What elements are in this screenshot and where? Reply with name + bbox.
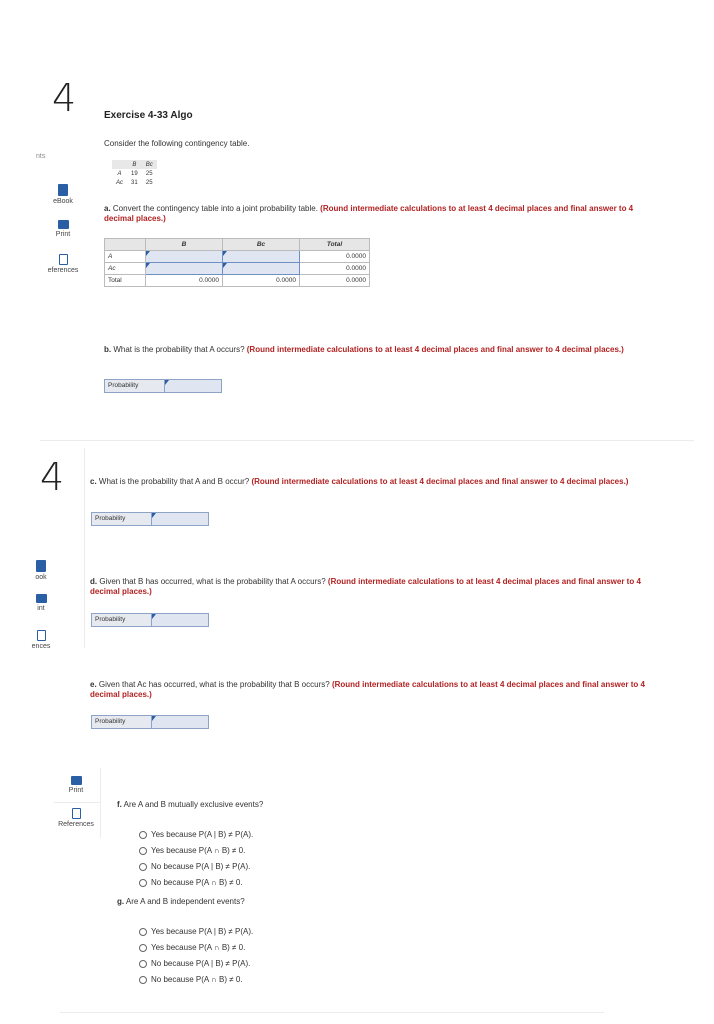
sidebar-print-label: Print — [55, 231, 71, 238]
ct-cell: 25 — [145, 179, 153, 186]
part-f-text: Are A and B mutually exclusive events? — [123, 800, 264, 809]
sidebar-item-divider — [54, 802, 100, 803]
sidebar-divider — [100, 768, 101, 838]
jp-input-a-bc[interactable] — [223, 251, 300, 263]
part-letter: d. — [90, 577, 98, 586]
radio-option-f2[interactable] — [139, 846, 245, 855]
ct-cell: 25 — [145, 170, 153, 177]
references-icon — [59, 254, 68, 265]
part-letter: e. — [90, 680, 97, 689]
ct-header-bc: Bc — [142, 160, 157, 169]
radio-label: Yes because P(A | B) ≠ P(A). — [151, 927, 254, 936]
ebook-icon — [58, 184, 68, 196]
sidebar-print[interactable] — [40, 220, 86, 238]
radio-option-g2[interactable] — [139, 943, 245, 952]
rounding-note: (Round intermediate calculations to at least 4 decimal places and final answer to 4 decimal places.) — [246, 345, 624, 354]
radio-label: No because P(A | B) ≠ P(A). — [151, 862, 251, 871]
radio-circle-icon — [139, 847, 147, 855]
ct-cell: 19 — [131, 170, 138, 177]
joint-probability-table — [104, 238, 370, 287]
sidebar-ebook[interactable] — [40, 184, 86, 205]
print-icon — [36, 594, 47, 603]
probability-input-e[interactable] — [152, 716, 208, 728]
part-c-question — [90, 477, 650, 487]
part-g-text: Are A and B independent events? — [125, 897, 245, 906]
question-number: 4 — [40, 455, 65, 499]
jp-header-b: B — [146, 239, 223, 251]
part-d-text: Given that B has occurred, what is the probability that A occurs? — [99, 577, 326, 586]
part-b-text: What is the probability that A occurs? — [113, 345, 245, 354]
radio-circle-icon — [139, 976, 147, 984]
radio-label: No because P(A ∩ B) ≠ 0. — [151, 975, 243, 984]
jp-header-total: Total — [300, 239, 370, 251]
jp-col-total: 0.0000 — [146, 275, 223, 287]
part-letter: a. — [104, 204, 111, 213]
jp-row-label: Ac — [105, 263, 146, 275]
sidebar-references[interactable] — [54, 808, 98, 828]
probability-input-c[interactable] — [152, 513, 208, 525]
radio-circle-icon — [139, 960, 147, 968]
radio-circle-icon — [139, 863, 147, 871]
radio-option-f1[interactable] — [139, 830, 253, 839]
jp-input-a-b[interactable] — [146, 251, 223, 263]
part-a-question — [104, 204, 664, 224]
probability-label: Probability — [105, 380, 165, 392]
print-icon — [71, 776, 82, 785]
sidebar-ebook-label: eBook — [53, 198, 73, 205]
jp-input-ac-b[interactable] — [146, 263, 223, 275]
radio-circle-icon — [139, 879, 147, 887]
sidebar-references-label: eferences — [47, 267, 79, 274]
jp-header-blank — [105, 239, 146, 251]
radio-option-g3[interactable] — [139, 959, 250, 968]
sidebar-print[interactable] — [30, 594, 52, 612]
probability-field-c — [91, 512, 209, 526]
radio-label: Yes because P(A ∩ B) ≠ 0. — [151, 846, 246, 855]
probability-label: Probability — [92, 716, 152, 728]
ct-cell: 31 — [131, 179, 138, 186]
jp-row-total: 0.0000 — [300, 263, 370, 275]
radio-label: No because P(A ∩ B) ≠ 0. — [151, 878, 243, 887]
jp-row-label: A — [105, 251, 146, 263]
radio-circle-icon — [139, 928, 147, 936]
section-divider — [40, 440, 694, 441]
part-b-question — [104, 345, 664, 355]
part-e-text: Given that Ac has occurred, what is the probability that B occurs? — [98, 680, 330, 689]
part-e-question — [90, 680, 650, 700]
probability-field-d — [91, 613, 209, 627]
jp-input-ac-bc[interactable] — [223, 263, 300, 275]
part-a-text: Convert the contingency table into a joint probability table. — [112, 204, 318, 213]
jp-row-total: 0.0000 — [300, 251, 370, 263]
contingency-table — [112, 160, 157, 187]
rounding-note: (Round intermediate calculations to at least 4 decimal places and final answer to 4 decimal places.) — [104, 204, 634, 223]
part-f-question — [117, 800, 263, 810]
probability-field-b — [104, 379, 222, 393]
sidebar-divider — [84, 448, 85, 648]
bottom-divider — [60, 1012, 604, 1013]
sidebar-print-label: int — [37, 605, 45, 612]
radio-label: Yes because P(A | B) ≠ P(A). — [151, 830, 254, 839]
rounding-note: (Round intermediate calculations to at least 4 decimal places and final answer to 4 decimal places.) — [90, 577, 641, 596]
part-letter: f. — [117, 800, 122, 809]
probability-field-e — [91, 715, 209, 729]
ct-header-blank — [112, 160, 127, 169]
part-c-text: What is the probability that A and B occur? — [98, 477, 250, 486]
part-letter: c. — [90, 477, 97, 486]
sidebar-print-label: Print — [68, 787, 84, 794]
sidebar-references-label: References — [58, 821, 94, 828]
jp-header-bc: Bc — [223, 239, 300, 251]
question-number: 4 — [52, 76, 77, 120]
jp-col-total: 0.0000 — [223, 275, 300, 287]
sidebar-references[interactable] — [40, 254, 86, 274]
sidebar-references-label: ences — [31, 643, 51, 650]
sidebar-ebook[interactable] — [30, 560, 52, 581]
radio-option-g1[interactable] — [139, 927, 253, 936]
jp-row-label: Total — [105, 275, 146, 287]
part-letter: b. — [104, 345, 112, 354]
radio-circle-icon — [139, 831, 147, 839]
intro-text: Consider the following contingency table. — [104, 139, 250, 148]
ct-header-b: B — [127, 160, 142, 169]
radio-label: No because P(A | B) ≠ P(A). — [151, 959, 251, 968]
print-icon — [58, 220, 69, 229]
exercise-title: Exercise 4-33 Algo — [104, 110, 193, 121]
rounding-note: (Round intermediate calculations to at least 4 decimal places and final answer to 4 decimal places.) — [251, 477, 629, 486]
radio-option-f4[interactable] — [139, 878, 243, 887]
radio-label: Yes because P(A ∩ B) ≠ 0. — [151, 943, 246, 952]
probability-label: Probability — [92, 614, 152, 626]
radio-circle-icon — [139, 944, 147, 952]
ebook-icon — [36, 560, 46, 572]
sidebar-print[interactable] — [54, 776, 98, 794]
radio-option-f3[interactable] — [139, 862, 250, 871]
ct-row-label: Ac — [116, 179, 124, 186]
sidebar-partial-label: nts — [36, 153, 46, 160]
probability-input-d[interactable] — [152, 614, 208, 626]
sidebar-ebook-label: ook — [35, 574, 47, 581]
radio-option-g4[interactable] — [139, 975, 243, 984]
part-g-question — [117, 897, 245, 907]
part-d-question — [90, 577, 650, 597]
rounding-note: (Round intermediate calculations to at least 4 decimal places and final answer to 4 decimal places.) — [90, 680, 645, 699]
probability-input-b[interactable] — [165, 380, 221, 392]
probability-label: Probability — [92, 513, 152, 525]
jp-grand-total: 0.0000 — [300, 275, 370, 287]
part-letter: g. — [117, 897, 125, 906]
sidebar-references[interactable] — [30, 630, 52, 650]
references-icon — [37, 630, 46, 641]
references-icon — [72, 808, 81, 819]
ct-row-label: A — [117, 170, 122, 177]
